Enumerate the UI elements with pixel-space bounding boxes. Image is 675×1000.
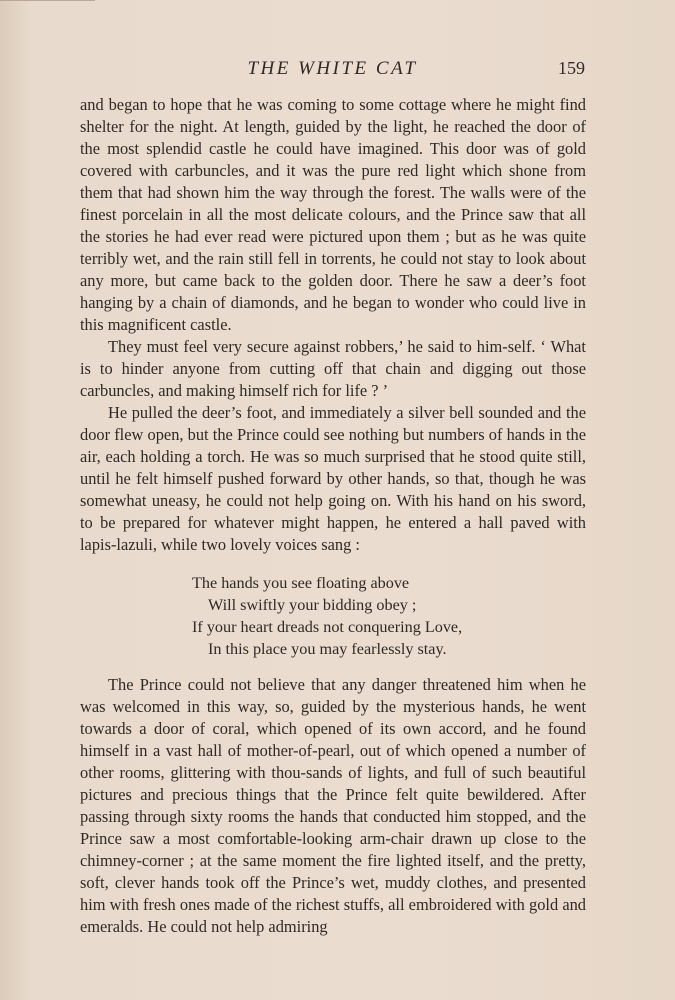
song-verse	[192, 572, 586, 660]
paragraph-1: and began to hope that he was coming to some cottage where he might find shelter for the night. At length, guided by the light, he reached the door of the most splendid castle he could have imagined. This door was of gold covered with carbuncles, and it was the pure red light which shone from them that had shown him the way through the forest. The walls were of the finest porcelain in all the most delicate colours, and the Prince saw that all the stories he had ever read were pictured upon them ; but as he was quite terribly wet, and the rain still fell in torrents, he could not stay to look about any more, but came back to the golden door. There he saw a deer’s foot hanging by a chain of diamonds, and he began to wonder who could live in this magnificent castle.	[80, 95, 586, 334]
page-edge-mark	[0, 0, 95, 1]
verse-line-4: In this place you may fearlessly stay.	[208, 640, 447, 658]
paragraph-4: The Prince could not believe that any danger threatened him when he was welcomed in this way, so, guided by the mysterious hands, he went towards a door of coral, which opened of its own accord, and he found himself in a vast hall of mother-of-pearl, out of which opened a number of other rooms, glittering with thou-sands of lights, and full of such beautiful pictures and precious things that the Prince felt quite bewildered. After passing through sixty rooms the hands that conducted him stopped, and the Prince saw a most comfortable-looking arm-chair drawn up close to the chimney-corner ; at the same moment the fire lighted itself, and the pretty, soft, clever hands took off the Prince’s wet, muddy clothes, and presented him with fresh ones made of the richest stuffs, all embroidered with gold and emeralds. He could not help admiring	[80, 675, 586, 936]
page-number: 159	[558, 58, 585, 78]
body-text	[80, 94, 586, 938]
verse-line-3: If your heart dreads not conquering Love,	[192, 618, 463, 636]
verse-line-2: Will swiftly your bidding obey ;	[208, 596, 417, 614]
running-title: THE WHITE CAT	[247, 58, 418, 79]
verse-line-1: The hands you see floating above	[192, 574, 410, 592]
page-header	[80, 56, 585, 84]
paragraph-3: He pulled the deer’s foot, and immediately a silver bell sounded and the door flew open, but the Prince could see nothing but numbers of hands in the air, each holding a torch. He was so much surprised that he stood quite still, until he felt himself pushed forward by other hands, so that, though he was somewhat uneasy, he could not help going on. With his hand on his sword, to be prepared for whatever might happen, he entered a hall paved with lapis-lazuli, while two lovely voices sang :	[80, 403, 586, 554]
paragraph-2: They must feel very secure against robbers,’ he said to him-self. ‘ What is to hinder anyone from cutting off that chain and digging out those carbuncles, and making himself rich for life ? ’	[80, 337, 586, 400]
